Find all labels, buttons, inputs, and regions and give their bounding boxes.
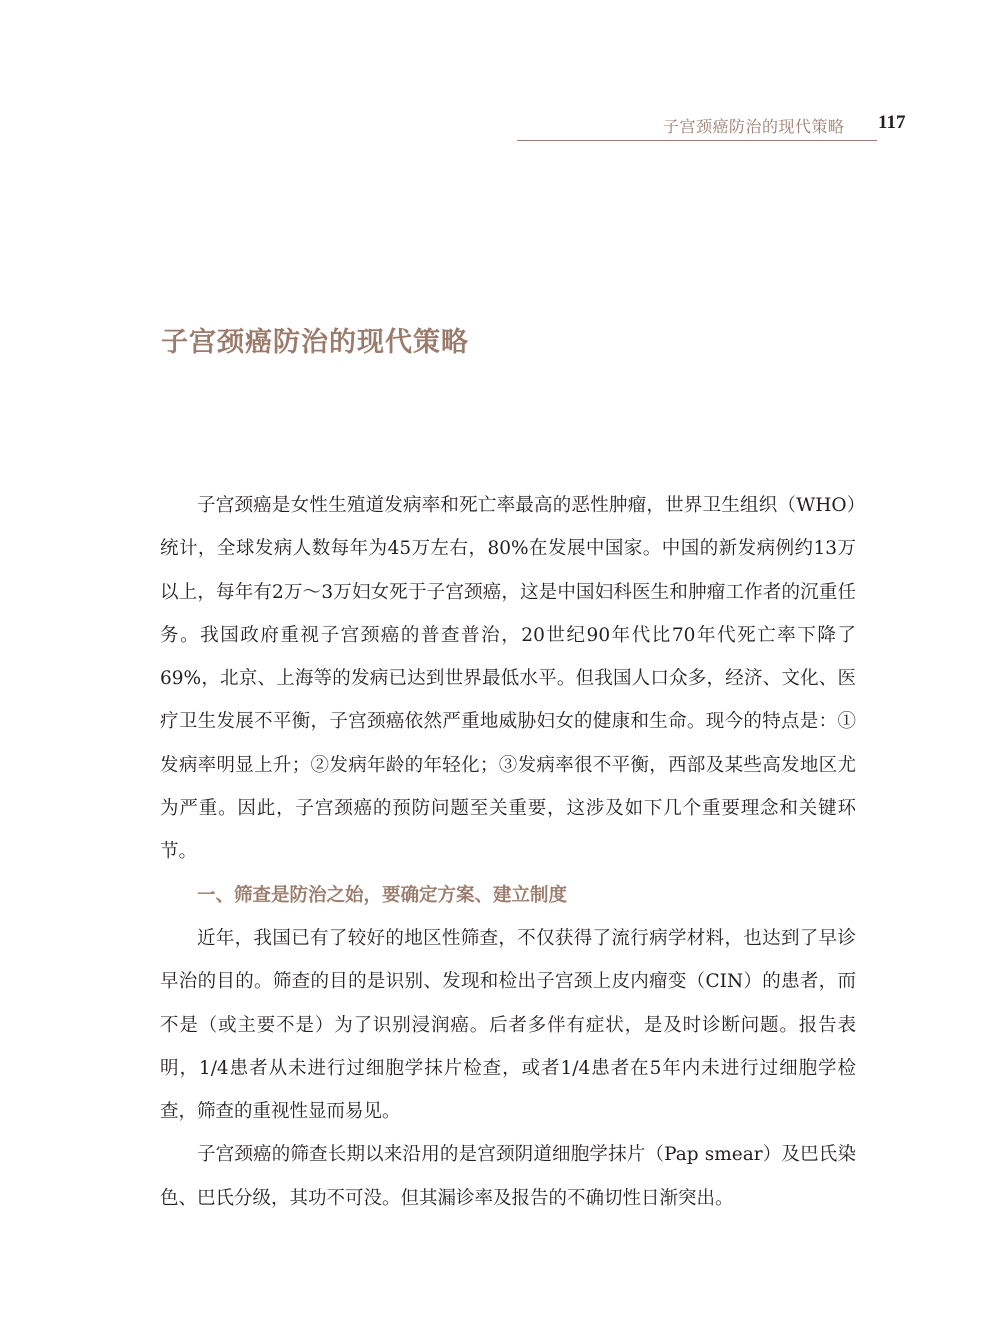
- chapter-title: 子宫颈癌防治的现代策略: [161, 327, 469, 359]
- running-header-title: 子宫颈癌防治的现代策略: [663, 117, 845, 136]
- section-heading-screening: 一、筛查是防治之始，要确定方案、建立制度: [197, 884, 568, 906]
- body-text: [160, 484, 856, 1220]
- paragraph-screening: 近年，我国已有了较好的地区性筛查，不仅获得了流行病学材料，也达到了早诊早治的目的。筛查的目的是识别、发现和检出子宫颈上皮内瘤变（CIN）的患者，而不是（或主要不是）为了识别浸润癌。后者多伴有症状，是及时诊断问题。报告表明，1/4患者从未进行过细胞学抹片检查，或者1/4患者在5年内未进行过细胞学检查，筛查的重视性显而易见。: [160, 927, 856, 1123]
- paragraph-intro: 子宫颈癌是女性生殖道发病率和死亡率最高的恶性肿瘤，世界卫生组织（WHO）统计，全球发病人数每年为45万左右，80%在发展中国家。中国的新发病例约13万以上，每年有2万～3万妇女死于子宫颈癌，这是中国妇科医生和肿瘤工作者的沉重任务。我国政府重视子宫颈癌的普查普治，20世纪90年代比70年代死亡率下降了69%，北京、上海等的发病已达到世界最低水平。但我国人口众多，经济、文化、医疗卫生发展不平衡，子宫颈癌依然严重地威胁妇女的健康和生命。现今的特点是：①发病率明显上升；②发病年龄的年轻化；③发病率很不平衡，西部及某些高发地区尤为严重。因此，子宫颈癌的预防问题至关重要，这涉及如下几个重要理念和关键环节。: [160, 495, 856, 863]
- running-header: [517, 112, 907, 142]
- page-number: 117: [878, 112, 906, 133]
- paragraph-pap-smear: 子宫颈癌的筛查长期以来沿用的是宫颈阴道细胞学抹片（Pap smear）及巴氏染色、巴氏分级，其功不可没。但其漏诊率及报告的不确切性日渐突出。: [160, 1144, 856, 1209]
- header-rule: [517, 140, 877, 141]
